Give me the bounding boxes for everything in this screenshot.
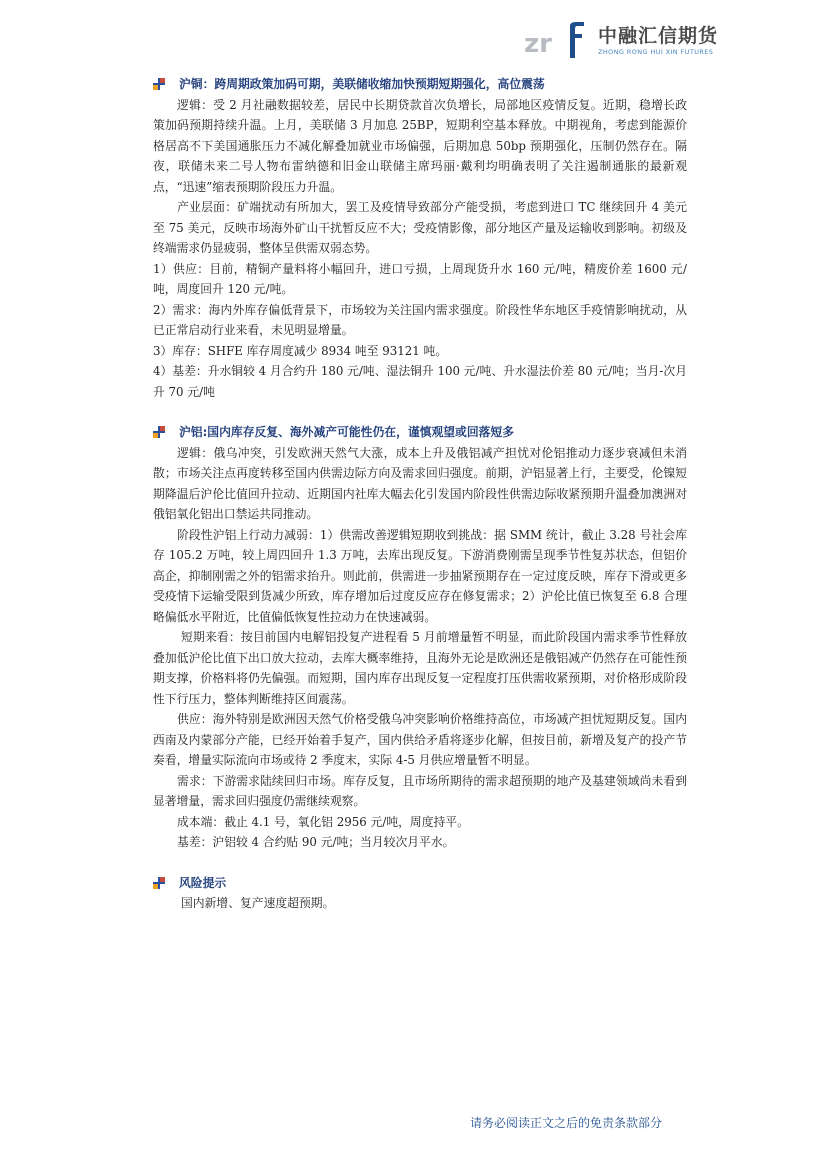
aluminum-logic-paragraph: 逻辑：俄乌冲突，引发欧洲天然气大涨，成本上升及俄铝减产担忧对伦铝推动力逐步衰减但未消散；市场关注点再度转移至国内供需边际方向及需求回归强度。前期，沪铝显著上行，主要受，伦镍短期降温后沪伦比值回升拉动、近期国内社库大幅去化引发国内阶段性供需边际收紧预期升温叠加澳洲对俄铝氧化铝出口禁运共同推动。 [153,445,687,521]
risk-paragraph: 国内新增、复产速度超预期。 [181,896,335,910]
aluminum-short-term-paragraph: 短期来看：按目前国内电解铝投复产进程看 5 月前增量暂不明显，而此阶段国内需求季节性释放叠加低沪伦比值下出口放大拉动，去库大概率维持，且海外无论是欧洲还是俄铝减产仍然存在可能性预期支撑，价格料将仍先偏强。而短期，国内库存出现反复一定程度打压供需收紧预期，对价格形成阶段性下行压力，整体判断维持区间震荡。 [153,630,687,706]
copper-logic-paragraph: 逻辑：受 2 月社融数据较差，居民中长期贷款首次负增长，局部地区疫情反复。近期，稳增长政策加码预期持续升温。上月，美联储 3 月加息 25BP，短期利空基本释放。中期视角，考虑到能源价格居高不下美国通胀压力不减化解叠加就业市场偏强，后期加息 50bp 预期强化，压制仍然存在。隔夜，联储未来二号人物布雷纳德和旧金山联储主席玛丽·戴利均明确表明了关注遏制通胀的最新观点，“迅速”缩表预期阶段压力升温。 [153,97,687,194]
copper-supply-item: 1）供应：目前，精铜产量料将小幅回升，进口亏损，上周现货升水 160 元/吨，精废价差 1600 元/吨，周度回升 120 元/吨。 [153,261,687,296]
section-title-aluminum: 沪铝:国内库存反复、海外减产可能性仍在，谨慎观望或回落短多 [153,422,687,443]
copper-industry-paragraph: 产业层面：矿端扰动有所加大，罢工及疫情导致部分产能受损，考虑到进口 TC 继续回升 4 美元至 75 美元，反映市场海外矿山干扰暂反应不大；受疫情影像，部分地区产量及运输收到影响。初级及终端需求仍显疲弱，整体呈供需双弱态势。 [153,200,687,255]
aluminum-basis-paragraph: 基差：沪铝较 4 合约贴 90 元/吨；当月较次月平水。 [177,835,455,849]
svg-text:zr: zr [523,29,552,59]
bullet-icon [153,78,165,90]
copper-inventory-item: 3）库存：SHFE 库存周度减少 8934 吨至 93121 吨。 [153,343,448,358]
section-title-risk: 风险提示 [153,873,687,894]
section-title-copper: 沪铜：跨周期政策加码可期，美联储收缩加快预期短期强化，高位震荡 [153,74,687,95]
disclaimer-footer: 请务必阅读正文之后的免责条款部分 [470,1116,663,1130]
bullet-icon [153,426,165,438]
aluminum-momentum-paragraph: 阶段性沪铝上行动力减弱：1）供需改善逻辑短期收到挑战：据 SMM 统计，截止 3.28 号社会库存 105.2 万吨，较上周四回升 1.3 万吨，去库出现反复。下游消费刚需呈现季节性复苏状态，但铝价高企，抑制刚需之外的铝需求抬升。则此前，供需进一步抽紧预期存在一定过度反映，库存下滑或更多受疫情下运输受限到货减少所致，库存增加后过度反应存在修复需求；2）沪伦比值已恢复至 6.8 合理略偏低水平附近，比值偏低恢复性拉动力在快速减弱。 [153,527,687,624]
aluminum-supply-paragraph: 供应：海外特别是欧洲因天然气价格受俄乌冲突影响价格维持高位，市场减产担忧短期反复。国内西南及内蒙部分产能，已经开始着手复产，国内供给矛盾将逐步化解，但按目前，新增及复产的投产节奏看，增量实际流向市场或待 2 季度末，实际 4-5 月供应增量暂不明显。 [153,712,687,767]
aluminum-demand-paragraph: 需求：下游需求陆续回归市场。库存反复，且市场所期待的需求超预期的地产及基建领域尚未看到显著增量，需求回归强度仍需继续观察。 [153,773,687,808]
logo-english-name: ZHONG RONG HUI XIN FUTURES [597,48,714,56]
company-logo [524,20,718,62]
logo-chinese-name: 中融汇信期货 [597,25,718,47]
bullet-icon [153,877,165,889]
aluminum-cost-paragraph: 成本端：截止 4.1 号，氧化铝 2956 元/吨，周度持平。 [177,814,469,829]
copper-basis-item: 4）基差：升水铜较 4 月合约升 180 元/吨、湿法铜升 100 元/吨、升水湿法价差 80 元/吨；当月-次月升 70 元/吨 [153,364,687,399]
report-body [153,74,687,914]
zrf-logo-icon [524,20,594,60]
copper-demand-item: 2）需求：海内外库存偏低背景下，市场较为关注国内需求强度。阶段性华东地区手疫情影响扰动，从已正常启动行业来看，未见明显增量。 [153,302,687,337]
